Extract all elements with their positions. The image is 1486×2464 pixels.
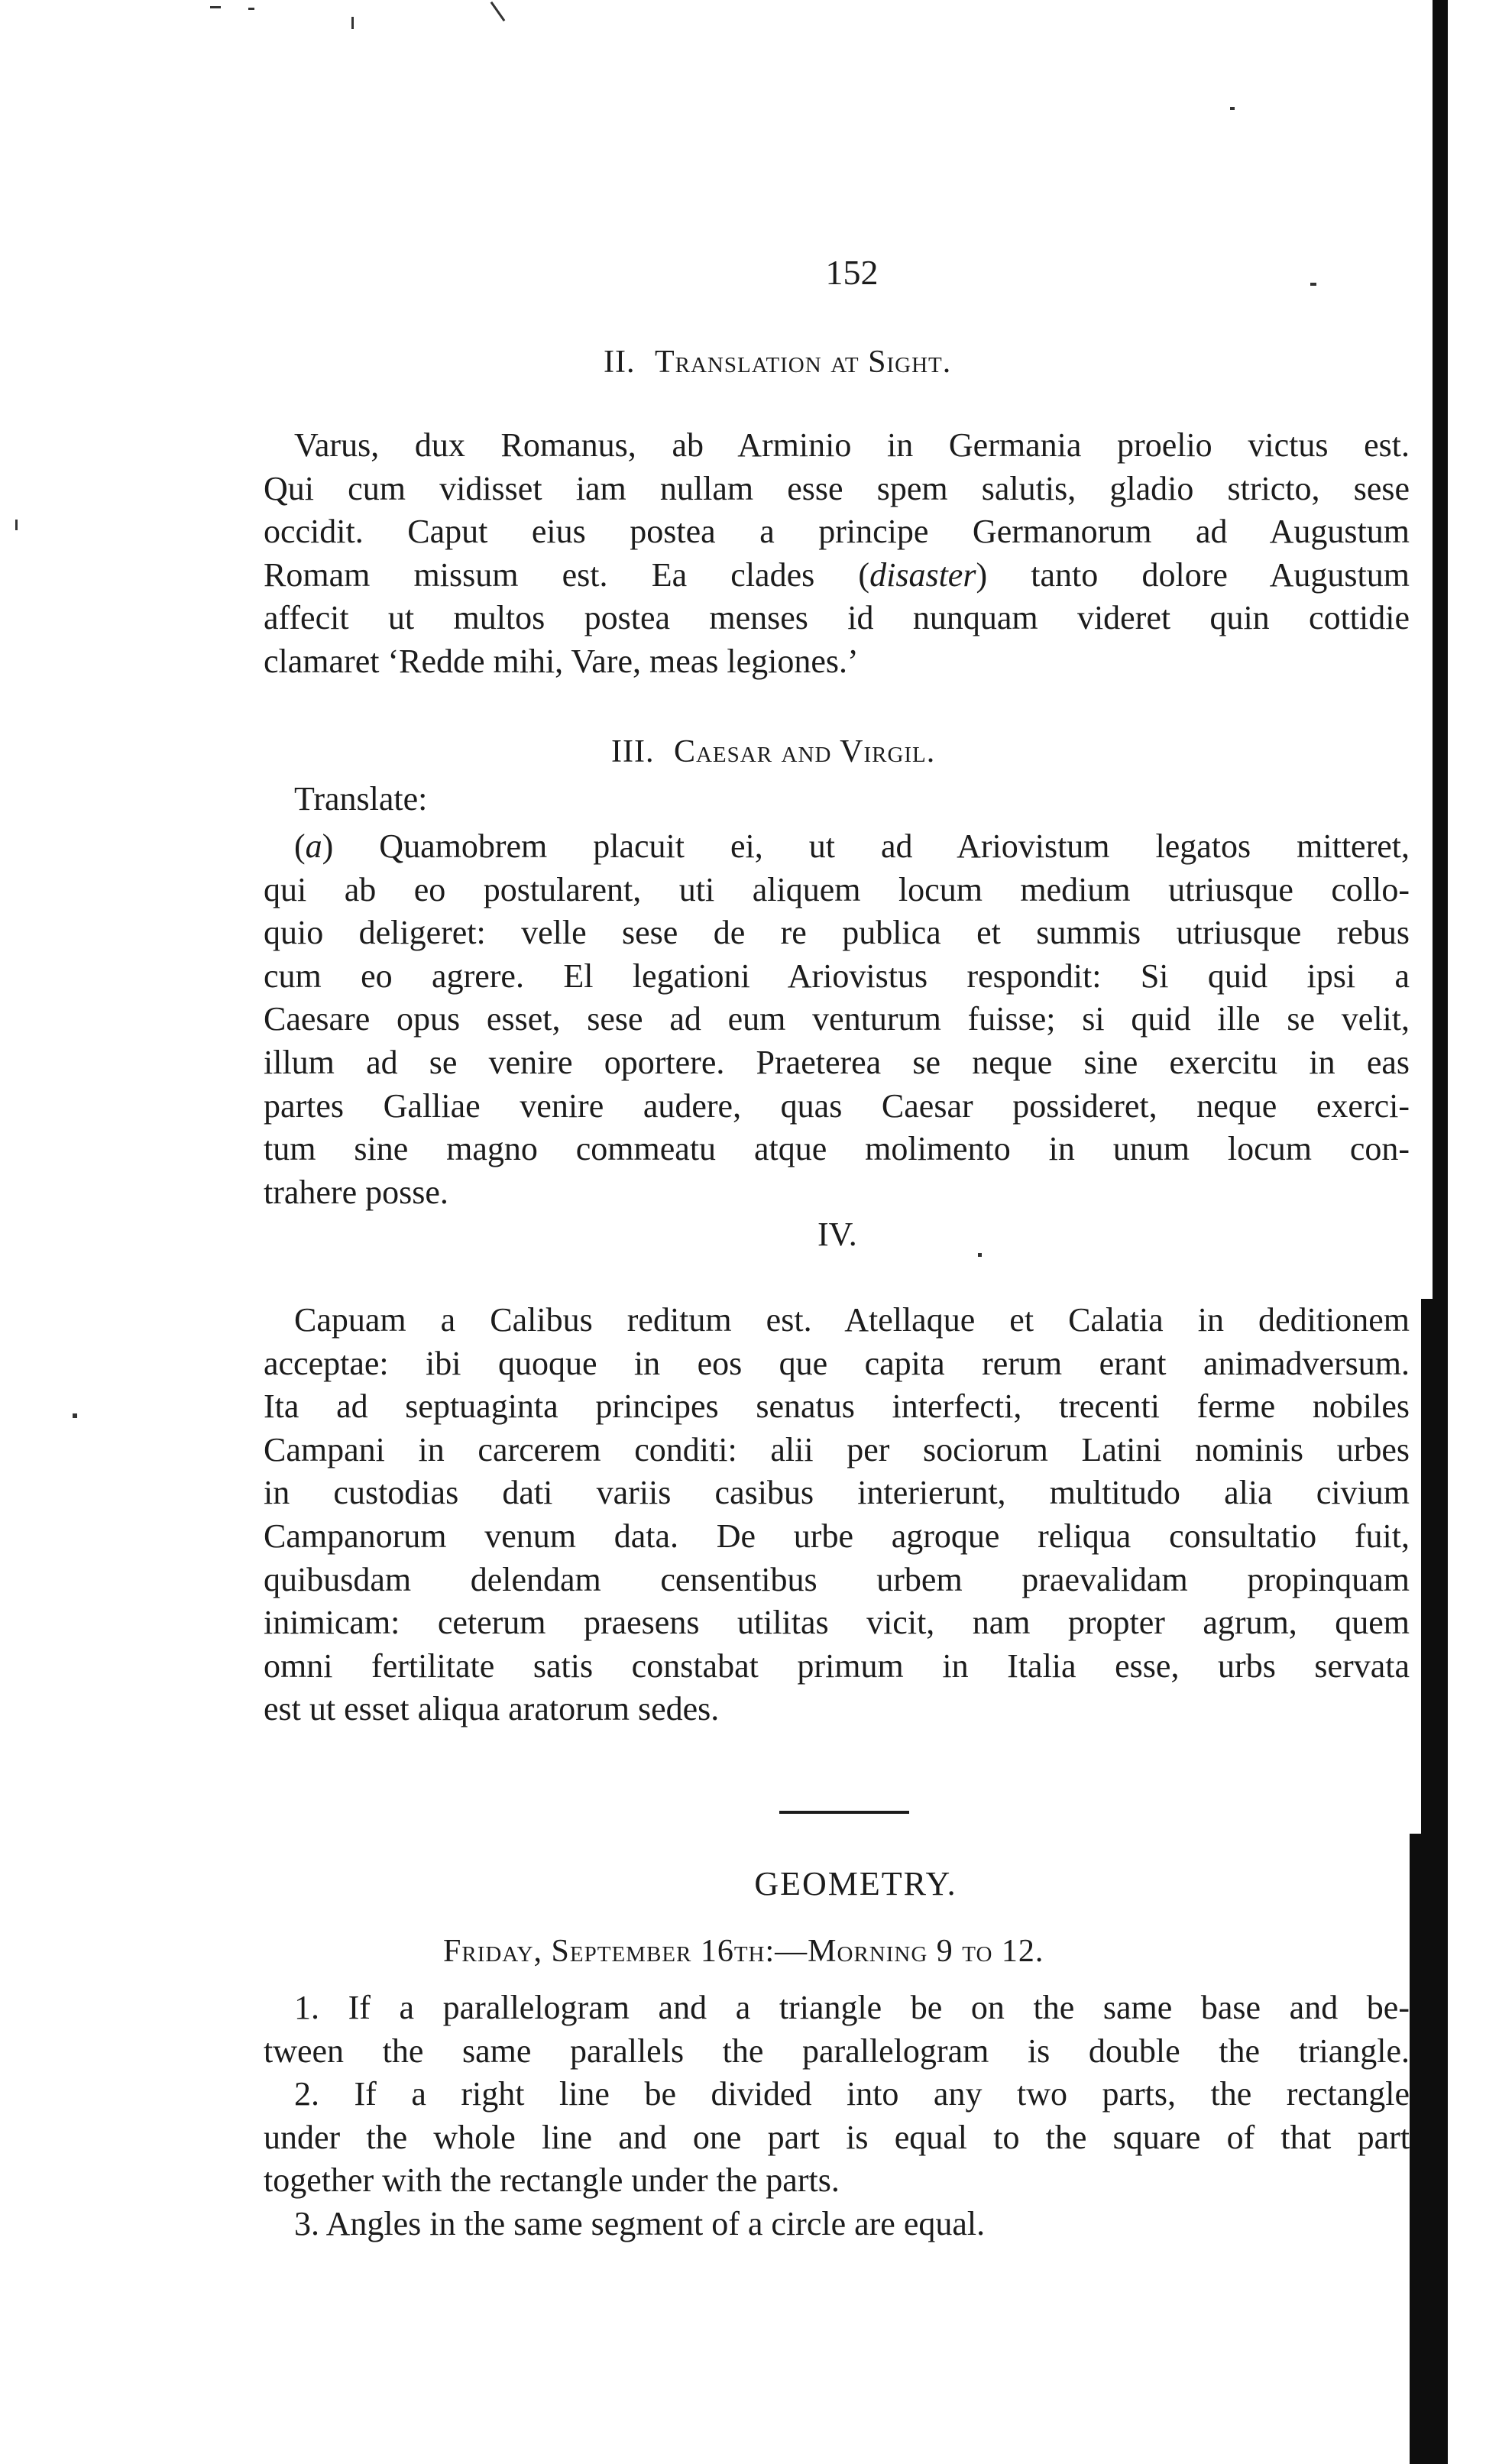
scan-speck (210, 6, 221, 8)
scan-speck (490, 2, 506, 21)
text-line: cum eo agrere. El legationi Ariovistus respondit: Si quid ipsi a (264, 957, 1410, 995)
scan-speck (351, 17, 354, 29)
question-line: together with the rectangle under the parts. (264, 2161, 840, 2200)
text-line: trahere posse. (264, 1173, 448, 1211)
scan-speck (1230, 107, 1235, 110)
section-ii-text (264, 424, 1410, 684)
text-line: in custodias dati variis casibus interierunt, multitudo alia civium (264, 1474, 1410, 1512)
question-line: 3. Angles in the same segment of a circle are equal. (294, 2204, 986, 2242)
text-line: Ita ad septuaginta principes senatus interfecti, trecenti ferme nobiles (264, 1387, 1410, 1426)
text-line: Capuam a Calibus reditum est. Atellaque et Calatia in deditionem (294, 1301, 1410, 1339)
binding-shadow (1410, 1834, 1448, 2464)
item-letter: a (305, 827, 322, 865)
text-line: quio deligeret: velle sese de re publica et summis utriusque rebus (264, 914, 1410, 952)
section-iv-text (264, 1299, 1410, 1731)
text-line: inimicam: ceterum praesens utilitas vicit, nam propter agrum, quem (264, 1604, 1410, 1642)
text-line: (a) Quamobrem placuit ei, ut ad Ariovistum legatos mitteret, (294, 827, 1410, 865)
section-iii-heading (611, 733, 935, 770)
question-line: tween the same parallels the parallelogram is double the triangle. (264, 2032, 1410, 2070)
text-line: affecit ut multos postea menses id nunquam videret quin cottidie (264, 599, 1410, 637)
text-line: quibusdam delendam censentibus urbem praevalidam propinquam (264, 1560, 1410, 1598)
text-line: illum ad se venire oportere. Praeterea se neque sine exercitu in eas (264, 1043, 1410, 1081)
section-iii-title: Caesar and Virgil. (673, 734, 936, 769)
geometry-subhead: Friday, September 16th:—Morning 9 to 12. (443, 1934, 1044, 1969)
scan-speck (15, 520, 18, 530)
section-ii-numeral: II. (604, 345, 636, 380)
section-iii-text (264, 825, 1410, 1214)
text-line: occidit. Caput eius postea a principe Germanorum ad Augustum (264, 513, 1410, 551)
section-iii-numeral: III. (611, 734, 655, 769)
translate-label: Translate: (294, 780, 428, 818)
scan-speck (248, 8, 254, 10)
text-line: clamaret ‘Redde mihi, Vare, meas legiones.’ (264, 642, 859, 680)
text-line: Campani in carcerem conditi: alii per sociorum Latini nominis urbes (264, 1430, 1410, 1468)
scan-speck (73, 1413, 77, 1418)
text-line: Romam missum est. Ea clades (disaster) tanto dolore Augustum (264, 555, 1410, 594)
text-line: Qui cum vidisset iam nullam esse spem salutis, gladio stricto, sese (264, 469, 1410, 507)
text-line: qui ab eo postularent, uti aliquem locum medium utriusque collo- (264, 870, 1410, 908)
section-iv-numeral: IV. (817, 1216, 857, 1253)
text-line: Varus, dux Romanus, ab Arminio in Germania proelio victus est. (294, 426, 1410, 464)
section-ii-title: Translation at Sight. (654, 345, 952, 380)
scan-speck (1310, 283, 1316, 286)
italic-gloss: disaster (869, 555, 976, 594)
text-line: partes Galliae venire audere, quas Caesar possideret, neque exerci- (264, 1086, 1410, 1125)
text-line: Campanorum venum data. De urbe agroque reliqua consultatio fuit, (264, 1517, 1410, 1555)
scan-speck (978, 1253, 982, 1257)
question-line: under the whole line and one part is equal to the square of that part (264, 2118, 1410, 2156)
text-line: omni fertilitate satis constabat primum in Italia esse, urbs servata (264, 1646, 1410, 1685)
geometry-title: GEOMETRY. (754, 1865, 957, 1902)
geometry-questions (264, 1986, 1410, 2246)
text-line: acceptae: ibi quoque in eos que capita rerum erant animadversum. (264, 1344, 1410, 1382)
question-line: 1. If a parallelogram and a triangle be on the same base and be- (294, 1989, 1410, 2026)
section-divider (779, 1811, 909, 1814)
page-number: 152 (825, 253, 879, 292)
scan-binding-edge (1410, 0, 1486, 2464)
text-line: Caesare opus esset, sese ad eum venturum fuisse; si quid ille se velit, (264, 1000, 1410, 1038)
text-line: tum sine magno commeatu atque molimento in unum locum con- (264, 1130, 1410, 1168)
question-line: 2. If a right line be divided into any two parts, the rectangle (294, 2075, 1410, 2113)
text-line: est ut esset aliqua aratorum sedes. (264, 1690, 720, 1728)
section-ii-heading (604, 344, 951, 380)
